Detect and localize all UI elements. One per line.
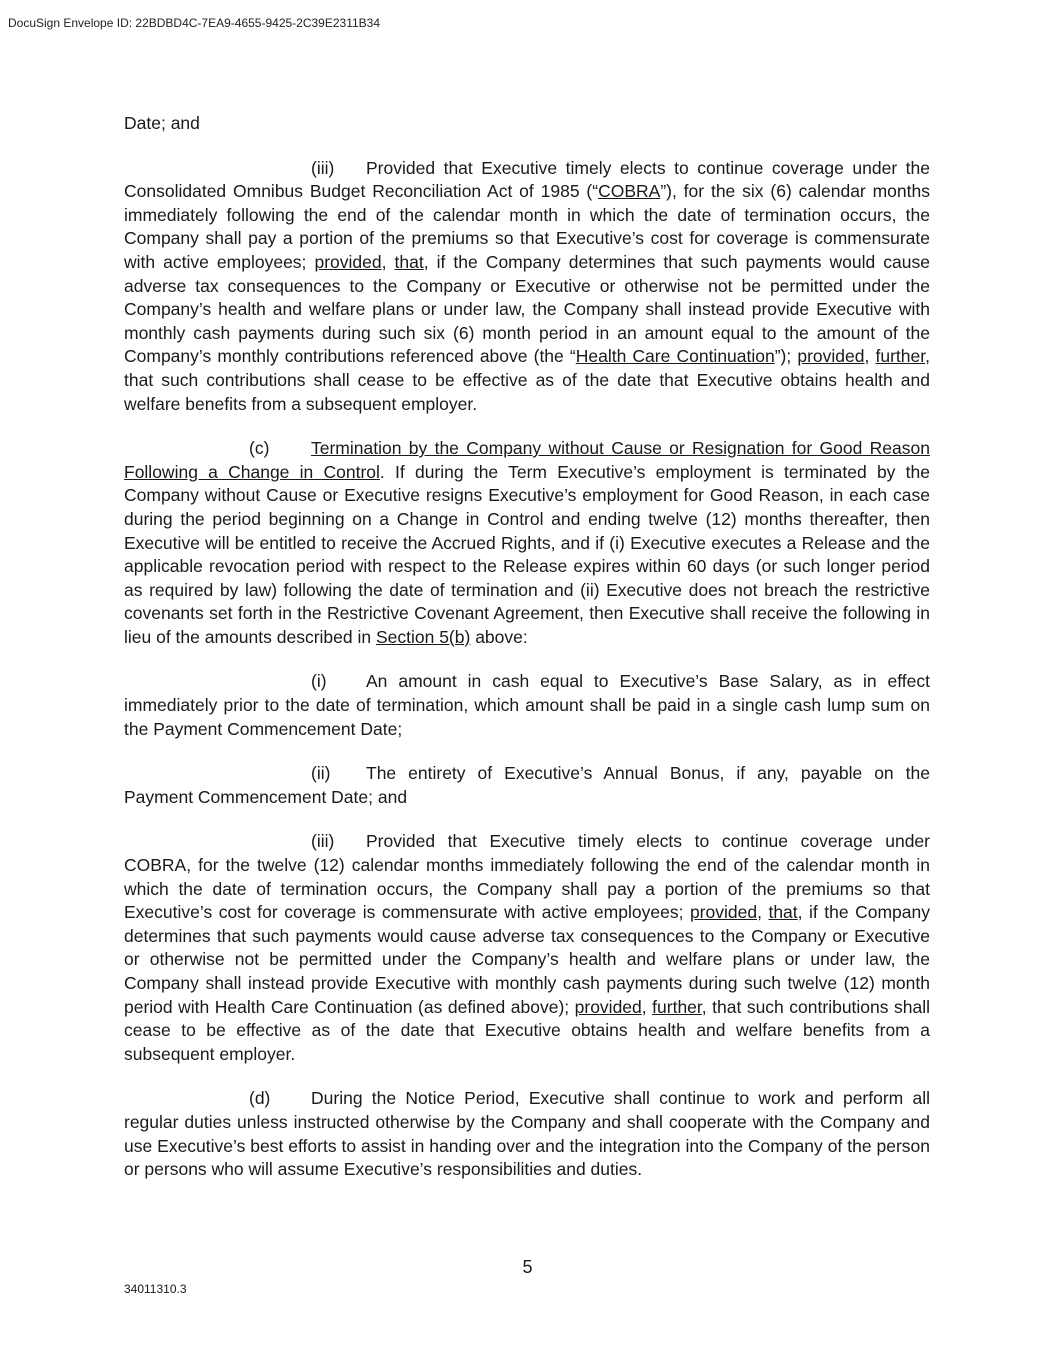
- term-provided: provided: [574, 996, 642, 1017]
- paragraph-date-and: Date; and: [124, 113, 200, 133]
- term-that: that: [394, 251, 424, 272]
- defined-term-health-care-continuation: Health Care Continuation: [575, 346, 775, 367]
- term-provided: provided: [314, 251, 382, 272]
- term-that: that: [768, 902, 798, 923]
- paragraph-b-iii: (iii) Provided that Executive timely elects to continue coverage under the Consolidated Omnibus Budget Reconciliation Act of 1985 (“COBRA”), for the six (6) calendar months immediately following the end of the calendar month in which the date of termination occurs, the Company shall pay a portion of the premiums so that Executive’s cost for coverage is commensurate with active employees; provided, that, if the Company determines that such payments would cause adverse tax consequences to the Company or Executive or otherwise not be permitted under the Company’s health and welfare plans or under law, the Company shall instead provide Executive with monthly cash payments during such six (6) month period in an amount equal to the amount of the Company’s monthly contributions referenced above (the “Health Care Continuation”); provided, further, that such contributions shall cease to be effective as of the date that Executive obtains health and welfare benefits from a subsequent employer.: [124, 157, 930, 414]
- document-body: [124, 112, 930, 1182]
- page-number: 5: [522, 1257, 533, 1277]
- term-further: further: [652, 996, 702, 1017]
- term-further: further: [875, 346, 926, 367]
- clause-marker: (ii): [311, 763, 331, 784]
- section-marker: (c): [249, 438, 270, 459]
- paragraph-c-ii: (ii) The entirety of Executive’s Annual Bonus, if any, payable on the Payment Commencement Date; and: [124, 763, 930, 807]
- clause-marker: (iii): [311, 831, 335, 852]
- paragraph-c-i: (i) An amount in cash equal to Executive’s Base Salary, as in effect immediately prior to the date of termination, which amount shall be paid in a single cash lump sum on the Payment Commencement Date;: [124, 671, 930, 739]
- clause-marker: (i): [311, 671, 327, 692]
- term-provided: provided: [797, 346, 865, 367]
- paragraph-c: (c) Termination by the Company without Cause or Resignation for Good Reason Following a Change in Control. If during the Term Executive’s employment is terminated by the Company without Cause or Executive resigns Executive’s employment for Good Reason, in each case during the period beginning on a Change in Control and ending twelve (12) months thereafter, then Executive will be entitled to receive the Accrued Rights, and if (i) Executive executes a Release and the applicable revocation period with respect to the Release expires within 60 days (or such longer period as required by law) following the date of termination and (ii) Executive does not breach the restrictive covenants set forth in the Restrictive Covenant Agreement, then Executive shall receive the following in lieu of the amounts described in Section 5(b) above:: [124, 438, 930, 647]
- clause-marker: (iii): [311, 157, 335, 178]
- section-marker: (d): [249, 1088, 271, 1109]
- section-heading: Termination by the Company without Cause or Resignation for Good Reason Following a Change in Control: [124, 438, 930, 482]
- defined-term-cobra: COBRA: [598, 181, 661, 202]
- term-provided: provided: [689, 902, 758, 923]
- document-number: 34011310.3: [124, 1282, 187, 1296]
- section-reference: Section 5(b): [375, 626, 471, 647]
- paragraph-d: (d) During the Notice Period, Executive shall continue to work and perform all regular duties unless instructed otherwise by the Company and shall cooperate with the Company and use Executive’s best efforts to assist in handing over and the integration into the Company of the person or persons who will assume Executive’s responsibilities and duties.: [124, 1088, 930, 1180]
- paragraph-c-iii: (iii) Provided that Executive timely elects to continue coverage under COBRA, for the twelve (12) calendar months immediately following the end of the calendar month in which the date of termination occurs, the Company shall pay a portion of the premiums so that Executive’s cost for coverage is commensurate with active employees; provided, that, if the Company determines that such payments would cause adverse tax consequences to the Company or Executive or otherwise not be permitted under the Company’s health and welfare plans or under law, the Company shall instead provide Executive with monthly cash payments during such twelve (12) month period with Health Care Continuation (as defined above); provided, further, that such contributions shall cease to be effective as of the date that Executive obtains health and welfare benefits from a subsequent employer.: [124, 831, 931, 1064]
- docusign-envelope-id: DocuSign Envelope ID: 22BDBD4C-7EA9-4655-9425-2C39E2311B34: [8, 16, 381, 30]
